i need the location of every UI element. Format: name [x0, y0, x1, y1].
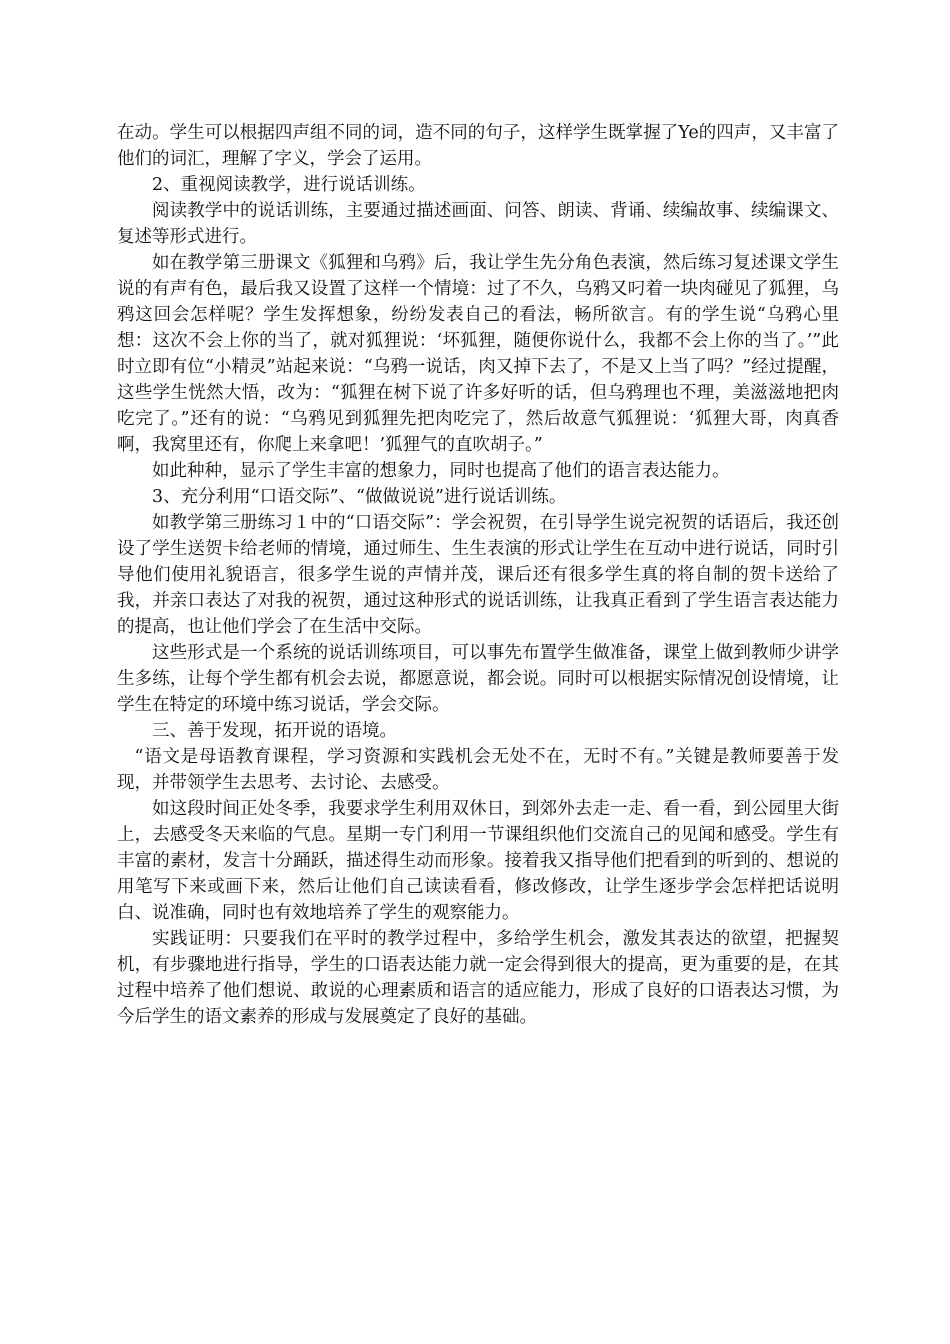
section-heading-discover: 三、善于发现，拓开说的语境。	[152, 721, 397, 741]
paragraph-1: 在动。学生可以根据四声组不同的词，造不同的句子，这样学生既掌握了Ye的四声，又丰富了他们的词汇，理解了字义，学会了运用。	[117, 123, 839, 169]
paragraph-greeting-card: 如教学第三册练习１中的“口语交际”：学会祝贺，在引导学生说完祝贺的话语后，我还创设了学生送贺卡给老师的情境，通过师生、生生表演的形式让学生在互动中进行说话，同时引导他们使用礼貌语言，很多学生说的声情并茂，课后还有很多学生真的将自制的贺卡送给了我，并亲口表达了对我的祝贺，通过这种形式的说话训练，让我真正看到了学生语言表达能力的提高，也让他们学会了在生活中交际。	[117, 513, 839, 637]
paragraph-fox-and-crow: 如在教学第三册课文《狐狸和乌鸦》后，我让学生先分角色表演，然后练习复述课文学生说的有声有色，最后我又设置了这样一个情境：过了不久，乌鸦又叼着一块肉碰见了狐狸，乌鸦这回会怎样呢？学生发挥想象，纷纷发表自己的看法，畅所欲言。有的学生说“乌鸦心里想：这次不会上你的当了，就对狐狸说：‘坏狐狸，随便你说什么，我都不会上你的当了。’”此时立即有位“小精灵”站起来说：“乌鸦一说话，肉又掉下去了，不是又上当了吗？”经过提醒，这些学生恍然大悟，改为：“狐狸在树下说了许多好听的话，但乌鸦理也不理，美滋滋地把肉吃完了。”还有的说：“乌鸦见到狐狸先把肉吃完了，然后故意气狐狸说：‘狐狸大哥，肉真香啊，我窝里还有，你爬上来拿吧！’狐狸气的直吹胡子。”	[117, 253, 839, 455]
paragraph-quote: “语文是母语教育课程，学习资源和实践机会无处不在，无时不有。”关键是教师要善于发现，并带领学生去思考、去讨论、去感受。	[117, 747, 839, 793]
section-heading-reading: 2、重视阅读教学，进行说话训练。	[152, 175, 426, 195]
document-body	[117, 120, 839, 1030]
paragraph-conclusion: 实践证明：只要我们在平时的教学过程中，多给学生机会，激发其表达的欲望，把握契机，有步骤地进行指导，学生的口语表达能力就一定会得到很大的提高，更为重要的是，在其过程中培养了他们想说、敢说的心理素质和语言的适应能力，形成了良好的口语表达习惯，为今后学生的语文素养的形成与发展奠定了良好的基础。	[117, 929, 839, 1027]
section-heading-oral-communication: 3、充分利用“口语交际”、“做做说说”进行说话训练。	[152, 487, 567, 507]
paragraph-winter: 如这段时间正处冬季，我要求学生利用双休日，到郊外去走一走、看一看，到公园里大街上，去感受冬天来临的气息。星期一专门利用一节课组织他们交流自己的见闻和感受。学生有丰富的素材，发言十分踊跃，描述得生动而形象。接着我又指导他们把看到的听到的、想说的用笔写下来或画下来，然后让他们自己读读看看，修改修改，让学生逐步学会怎样把话说明白、说准确，同时也有效地培养了学生的观察能力。	[117, 799, 839, 923]
paragraph-8: 这些形式是一个系统的说话训练项目，可以事先布置学生做准备，课堂上做到教师少讲学生多练，让每个学生都有机会去说，都愿意说，都会说。同时可以根据实际情况创设情境，让学生在特定的环境中练习说话，学会交际。	[117, 643, 839, 715]
paragraph-5: 如此种种，显示了学生丰富的想象力，同时也提高了他们的语言表达能力。	[152, 461, 730, 481]
paragraph-3: 阅读教学中的说话训练，主要通过描述画面、问答、朗读、背诵、续编故事、续编课文、复述等形式进行。	[117, 201, 839, 247]
